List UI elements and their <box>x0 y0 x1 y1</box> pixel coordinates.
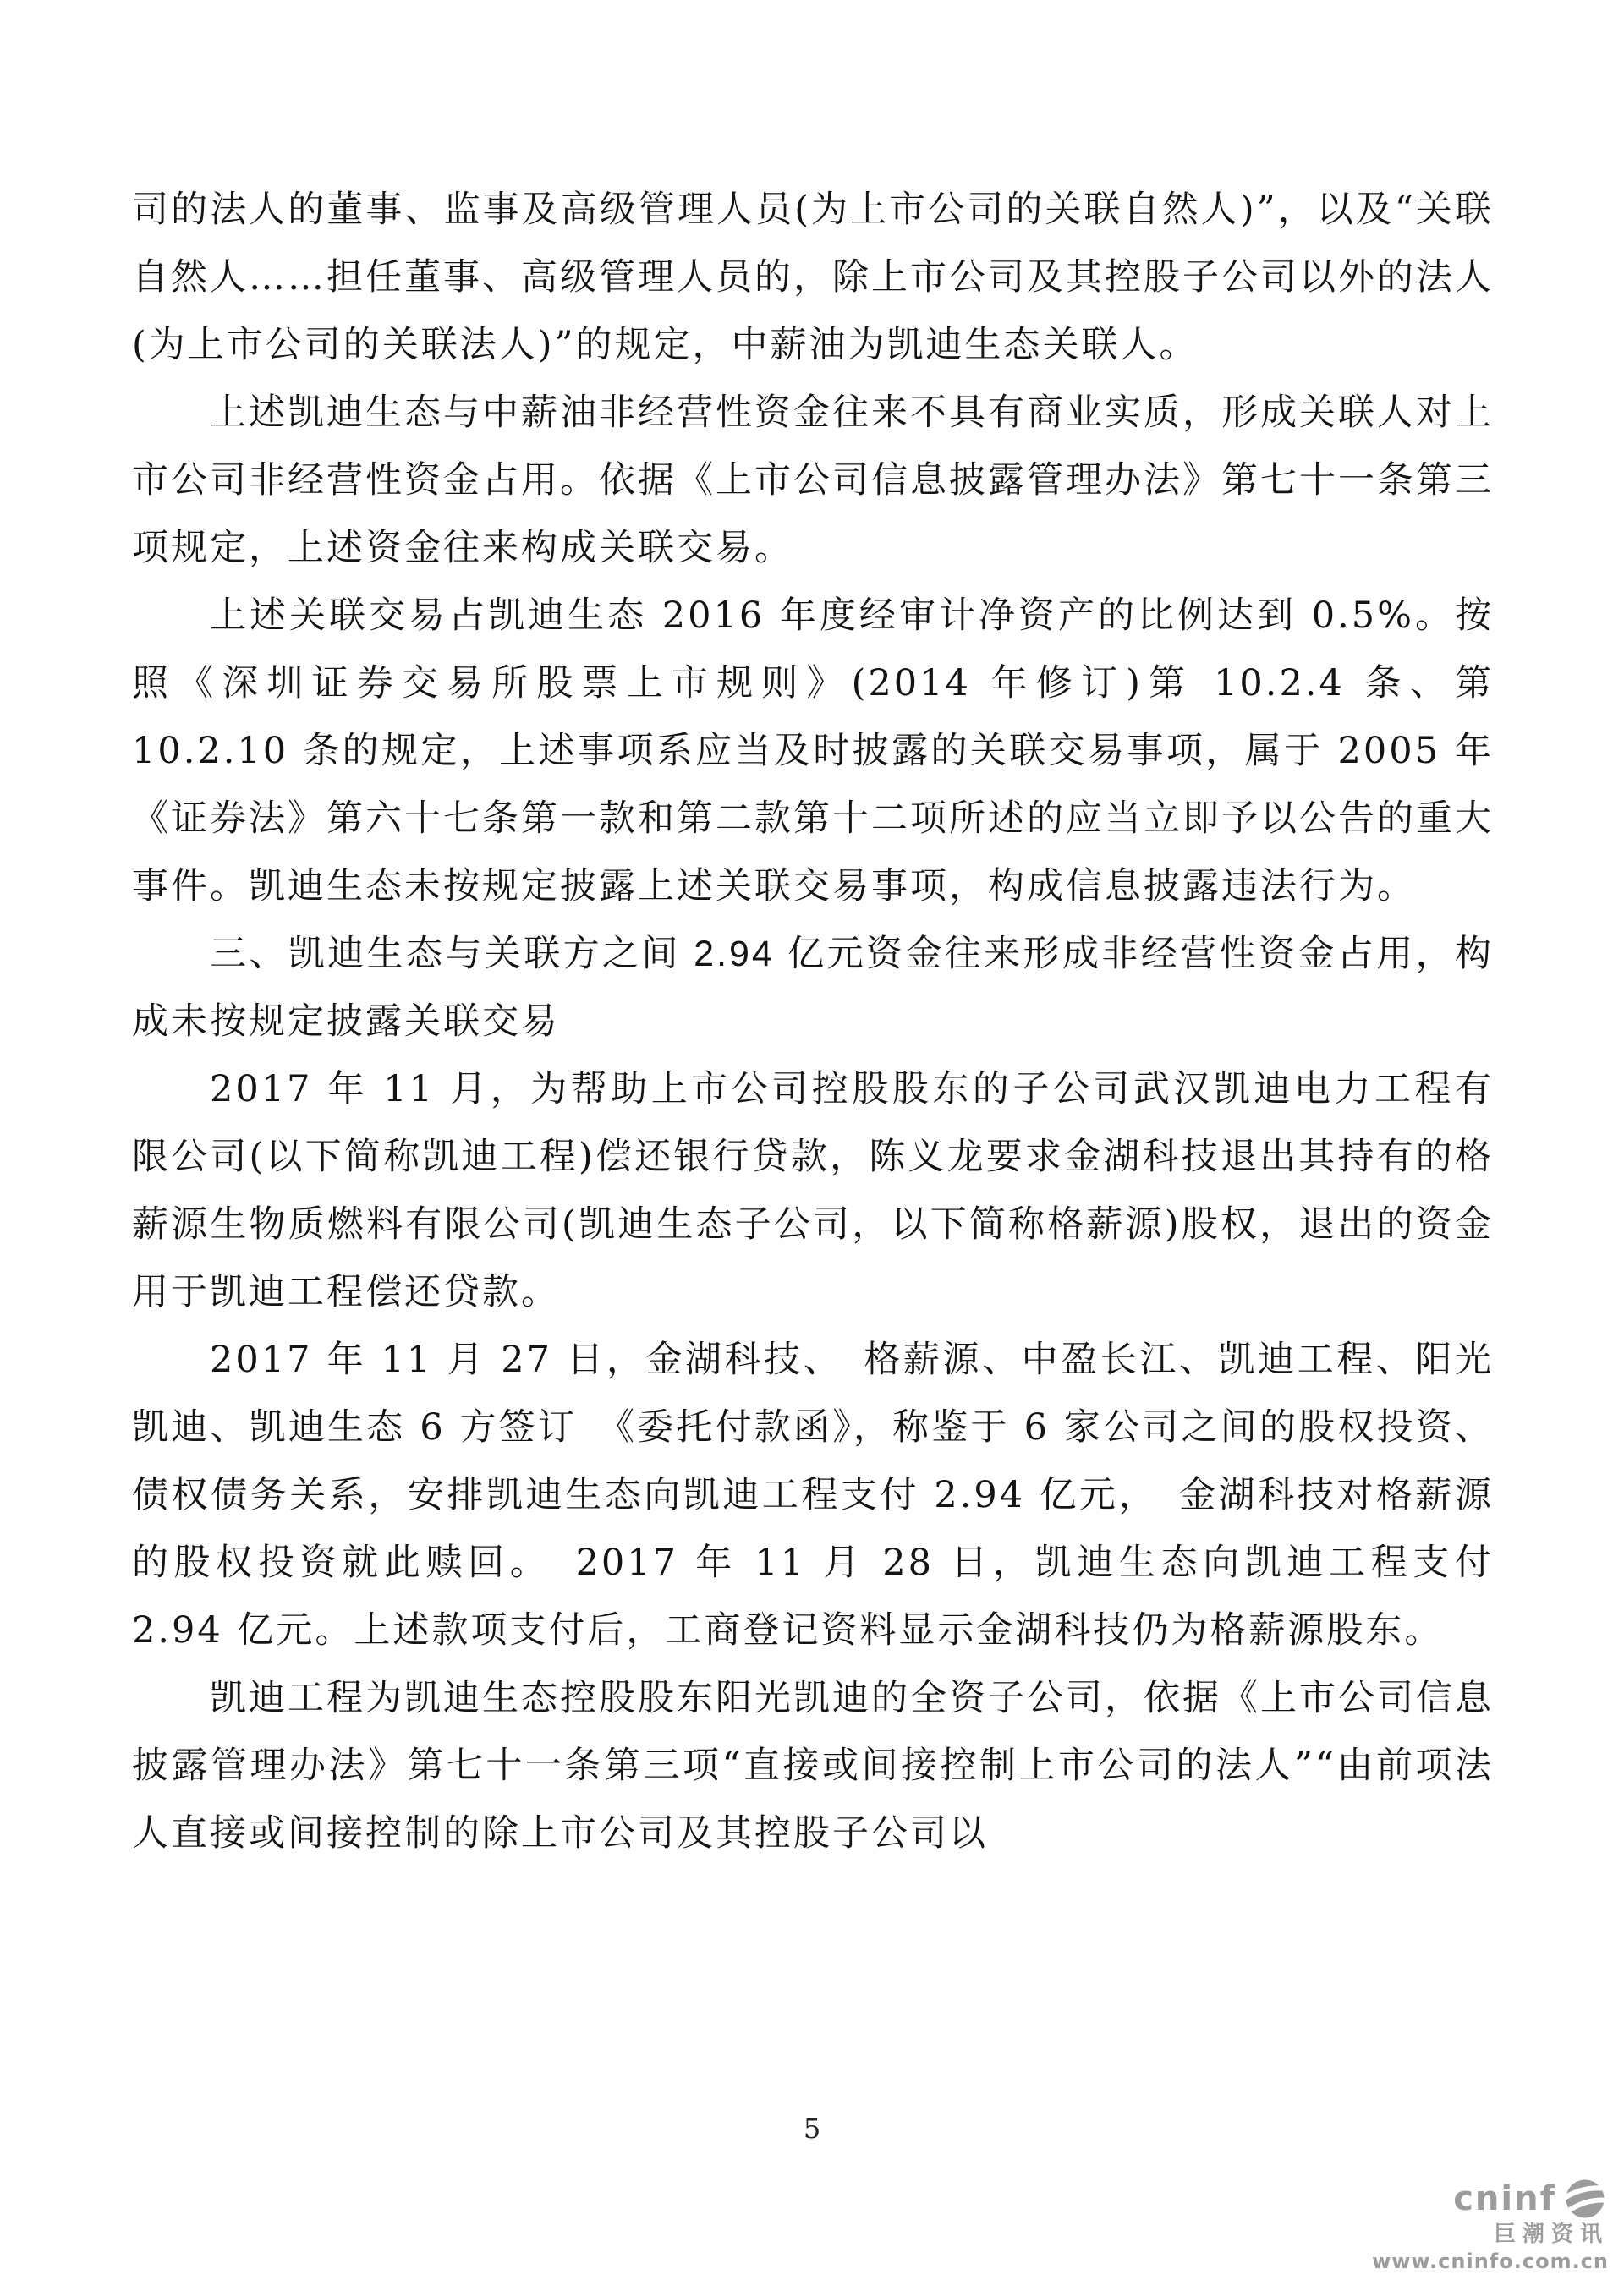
cninfo-globe-icon <box>1561 2177 1609 2221</box>
paragraph-related-party-occupation: 上述凯迪生态与中薪油非经营性资金往来不具有商业实质，形成关联人对上市公司非经营性资金占用。依据《上市公司信息披露管理办法》第七十一条第三项规定，上述资金往来构成关联交易。 <box>132 392 1494 569</box>
section-heading-three: 三、凯迪生态与关联方之间 2.94 亿元资金往来形成非经营性资金占用，构成未按规定披露关联交易 <box>132 934 1494 1042</box>
cninfo-brand-text: cninf <box>1453 2179 1556 2219</box>
page-number: 5 <box>803 2112 821 2145</box>
paragraph-kaidi-engineering: 凯迪工程为凯迪生态控股股东阳光凯迪的全资子公司，依据《上市公司信息披露管理办法》第七十一条第三项“直接或间接控制上市公司的法人”“由前项法人直接或间接控制的除上市公司及其控股子公司以 <box>132 1677 1494 1855</box>
cninfo-chinese-name: 巨潮资讯 <box>1493 2222 1609 2248</box>
paragraph-2017-nov-background: 2017 年 11 月，为帮助上市公司控股股东的子公司武汉凯迪电力工程有限公司(以下简称凯迪工程)偿还银行贷款，陈义龙要求金湖科技退出其持有的格薪源生物质燃料有限公司(凯迪生态子公司，以下简称格薪源)股权，退出的资金用于凯迪工程偿还贷款。 <box>132 1068 1494 1313</box>
document-body <box>132 176 1494 1867</box>
cninfo-logo <box>1372 2177 1609 2272</box>
paragraph-disclosure-violation: 上述关联交易占凯迪生态 2016 年度经审计净资产的比例达到 0.5%。按照《深圳证券交易所股票上市规则》(2014 年修订)第 10.2.4 条、第 10.2.10 条的规定，上述事项系应当及时披露的关联交易事项，属于 2005 年《证券法》第六十七条第一款和第二款第十二项所述的应当立即予以公告的重大事件。凯迪生态未按规定披露上述关联交易事项，构成信息披露违法行为。 <box>132 595 1494 907</box>
paragraph-payment-agreement: 2017 年 11 月 27 日，金湖科技、 格薪源、中盈长江、凯迪工程、阳光凯迪、凯迪生态 6 方签订 《委托付款函》，称鉴于 6 家公司之间的股权投资、债权债务关系，安排凯迪生态向凯迪工程支付 2.94 亿元， 金湖科技对格薪源的股权投资就此赎回。 2017 年 11 月 28 日，凯迪生态向凯迪工程支付 2.94 亿元。上述款项支付后，工商登记资料显示金湖科技仍为格薪源股东。 <box>132 1339 1494 1652</box>
paragraph-continuation: 司的法人的董事、监事及高级管理人员(为上市公司的关联自然人)”，以及“关联自然人……担任董事、高级管理人员的，除上市公司及其控股子公司以外的法人(为上市公司的关联法人)”的规定，中薪油为凯迪生态关联人。 <box>132 189 1494 366</box>
cninfo-website-url: www.cninfo.com.cn <box>1372 2249 1609 2273</box>
